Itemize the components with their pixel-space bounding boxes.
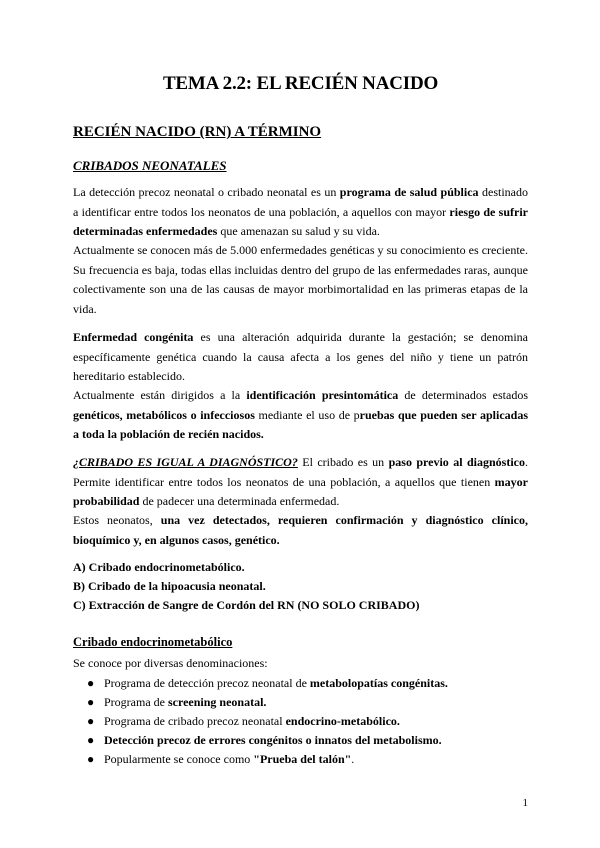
endocrine-screening-heading: Cribado endocrinometabólico	[73, 635, 233, 649]
screening-types-list	[73, 558, 419, 615]
paragraph-confirmation: Estos neonatos, una vez detectados, requieren confirmación y diagnóstico clínico, bioquímico y, en algunos casos, genético.	[73, 513, 528, 547]
list-item: C) Extracción de Sangre de Cordón del RN (NO SOLO CRIBADO)	[73, 598, 420, 612]
paragraph-screening-vs-diagnosis: ¿CRIBADO ES IGUAL A DIAGNÓSTICO? El cribado es un paso previo al diagnóstico. Permite identificar entre todos los neonatos de una población, a aquellos que tienen mayor probabilidad de padecer una determinada enfermedad.	[73, 455, 528, 508]
paragraph-screening-targets: Actualmente están dirigidos a la identificación presintomática de determinados estados genéticos, metabólicos o infecciosos mediante el uso de pruebas que pueden ser aplicadas a toda la población de recién nacidos.	[73, 388, 528, 441]
list-item: B) Cribado de la hipoacusia neonatal.	[73, 579, 266, 593]
bullet-icon: ●	[87, 733, 95, 747]
list-item: ● Detección precoz de errores congénitos o innatos del metabolismo.	[73, 731, 448, 750]
paragraph-genetic-diseases: Actualmente se conocen más de 5.000 enfermedades genéticas y su conocimiento es creciente. Su frecuencia es baja, todas ellas incluidas dentro del grupo de las enfermedades raras, aunque colectivamente son una de las causas de mayor morbimortalidad en las primeras etapas de la vida.	[73, 243, 528, 316]
section-heading: RECIÉN NACIDO (RN) A TÉRMINO	[73, 124, 322, 140]
paragraph-definition: La detección precoz neonatal o cribado neonatal es un programa de salud pública destinado a identificar entre todos los neonatos de una población, a aquellos con mayor riesgo de sufrir determinadas enfermedades que amenazan su salud y su vida.	[73, 185, 528, 238]
list-item: ● Programa de cribado precoz neonatal endocrino-metabólico.	[73, 712, 448, 731]
subsection-heading: CRIBADOS NEONATALES	[73, 158, 227, 173]
paragraph-congenital-disease: Enfermedad congénita es una alteración adquirida durante la gestación; se denomina específicamente genética cuando la causa afecta a los genes del niño y tiene un patrón hereditario establecido.	[73, 330, 528, 383]
list-item: ● Programa de detección precoz neonatal de metabolopatías congénitas.	[73, 674, 448, 693]
list-item: A) Cribado endocrinometabólico.	[73, 560, 245, 574]
list-item: ● Popularmente se conoce como "Prueba del talón".	[73, 750, 448, 769]
list-item: ● Programa de screening neonatal.	[73, 693, 448, 712]
bullet-icon: ●	[87, 695, 95, 709]
bullet-icon: ●	[87, 714, 95, 728]
denominations-list	[73, 674, 448, 769]
bullet-icon: ●	[87, 676, 95, 690]
page-number: 1	[522, 797, 528, 809]
bullet-icon: ●	[87, 752, 95, 766]
denominations-intro: Se conoce por diversas denominaciones:	[73, 656, 268, 670]
page-title: TEMA 2.2: EL RECIÉN NACIDO	[162, 73, 439, 94]
